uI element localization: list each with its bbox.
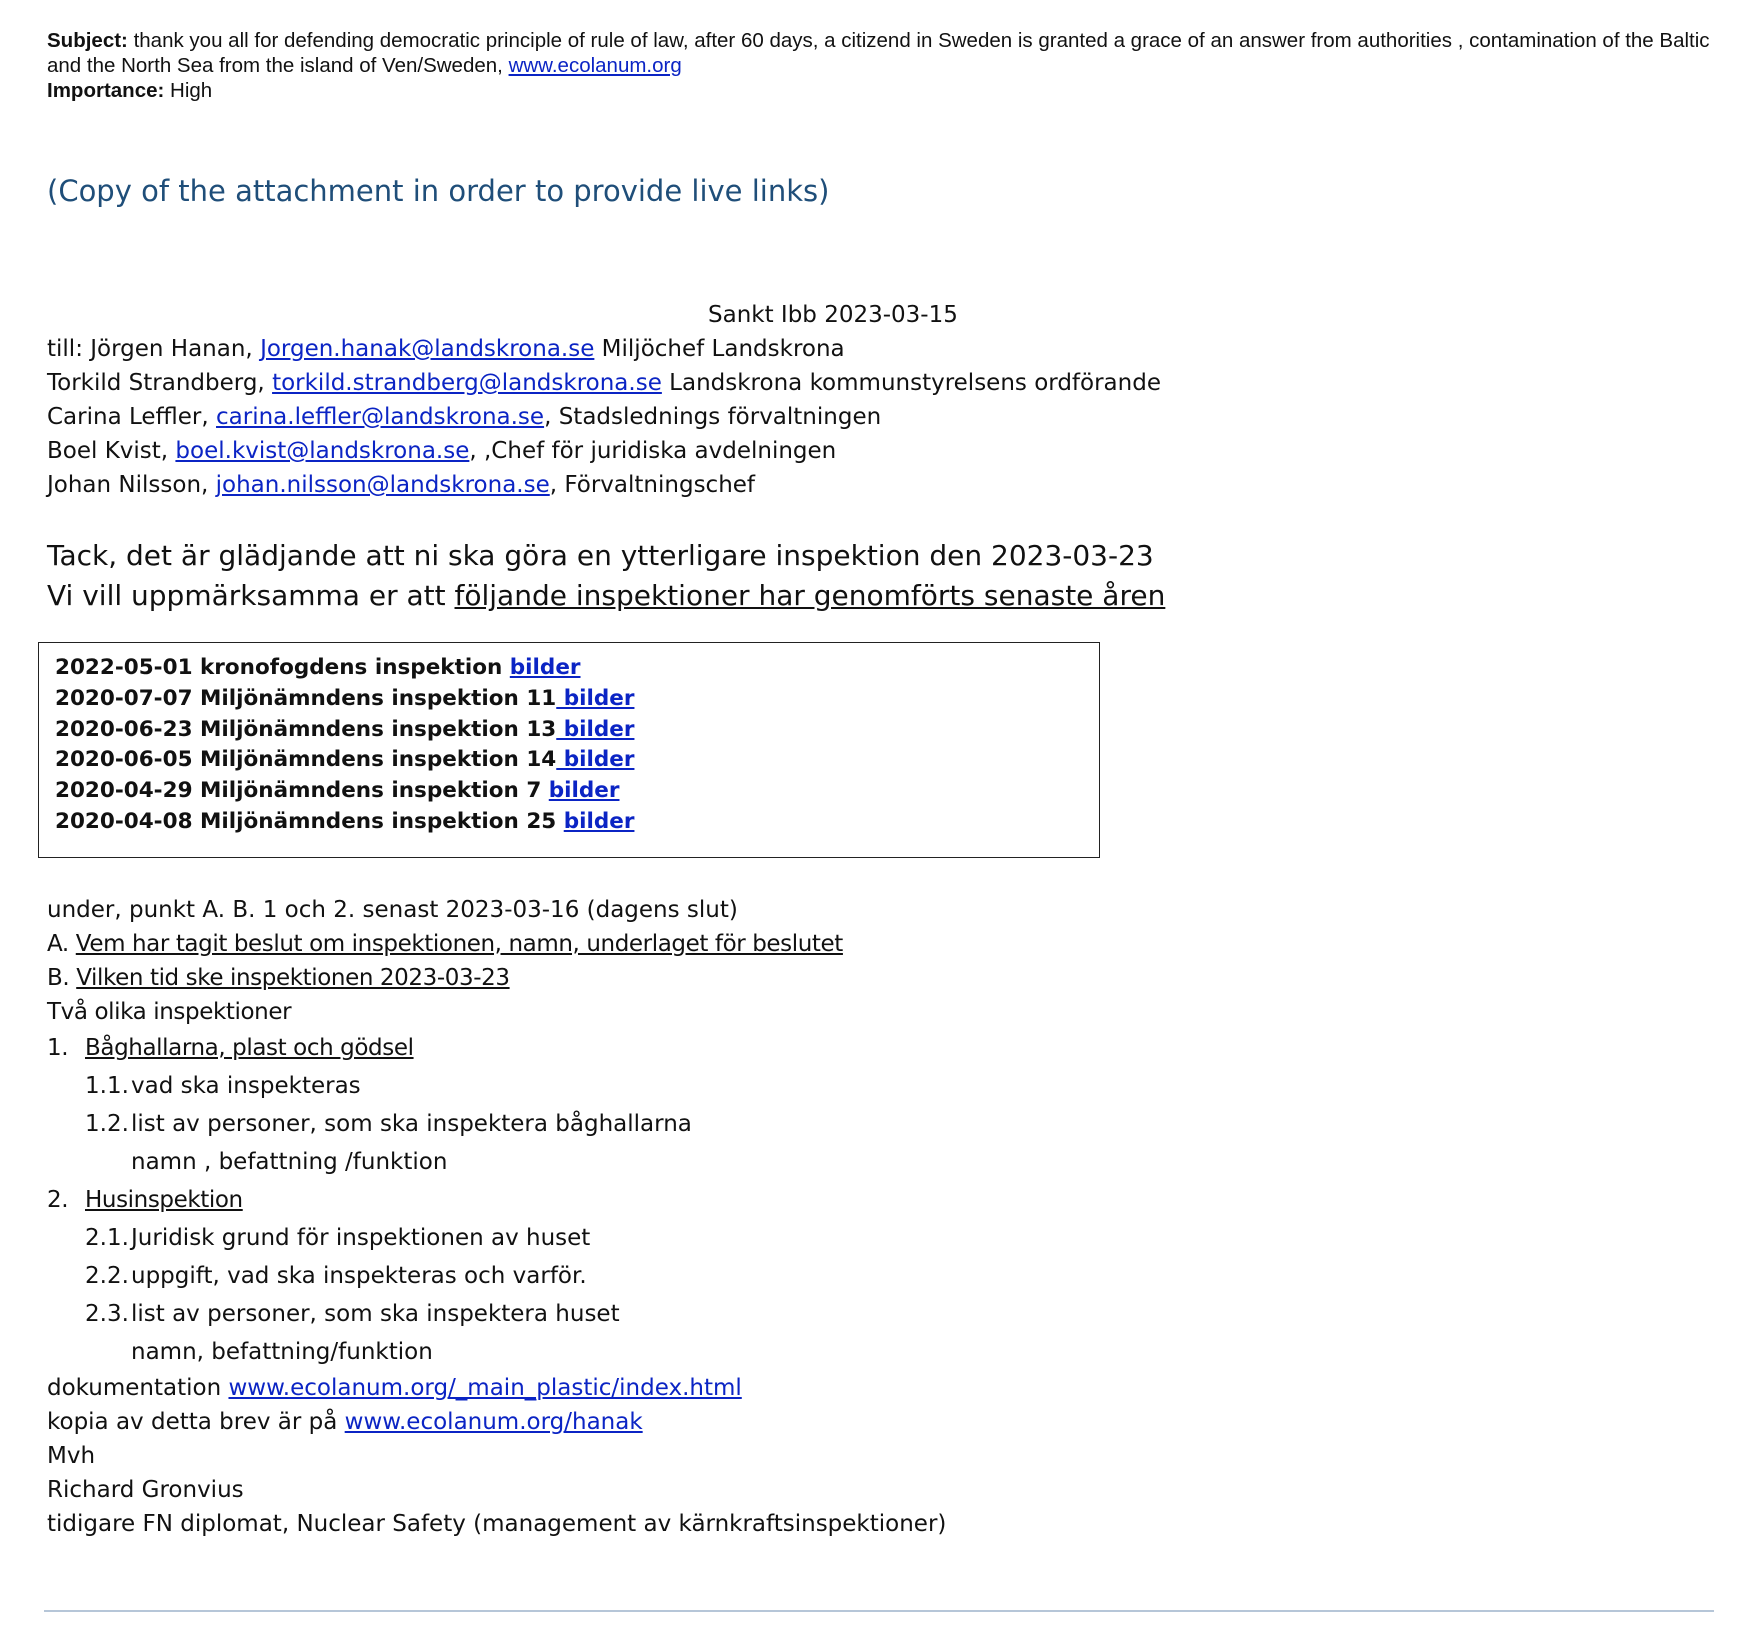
item-1-label: 1. (47, 1035, 69, 1061)
importance-value: High (170, 79, 213, 102)
notice-line (47, 576, 1165, 616)
recipient-name: Johan Nilsson, (47, 472, 216, 498)
inspection-text: 2020-04-29 Miljönämndens inspektion 7 (55, 778, 549, 804)
recipient-name: till: Jörgen Hanan, (47, 336, 261, 362)
recipient-row (47, 366, 1161, 400)
item-2-3-text: list av personer, som ska inspektera huset (131, 1301, 620, 1327)
closing: Mvh (47, 1443, 96, 1469)
recipient-role: Miljöchef Landskrona (594, 336, 845, 362)
recipient-name: Torkild Strandberg, (47, 370, 273, 396)
copy-link[interactable]: www.ecolanum.org/hanak (344, 1409, 643, 1435)
place-date: Sankt Ibb 2023-03-15 (708, 302, 958, 328)
inspection-row (55, 684, 1099, 715)
item-1-1-label: 1.1. (85, 1073, 129, 1099)
signature-name: Richard Gronvius (47, 1477, 244, 1503)
inspection-photos-link[interactable]: bilder (556, 716, 635, 742)
documentation-link[interactable]: www.ecolanum.org/_main_plastic/index.html (228, 1375, 742, 1401)
inspections-box (38, 642, 1100, 858)
documentation-line (47, 1371, 946, 1405)
thanks-paragraph (47, 536, 1165, 616)
copy-label: kopia av detta brev är på (47, 1409, 345, 1435)
item-2-2-text: uppgift, vad ska inspekteras och varför. (131, 1263, 587, 1289)
item-2-1-text: Juridisk grund för inspektionen av huset (131, 1225, 591, 1251)
item-1-2-detail: namn , befattning /funktion (131, 1149, 448, 1175)
recipient-email-link[interactable]: Jorgen.hanak@landskrona.se (260, 336, 595, 362)
item-2-title: Husinspektion (85, 1187, 243, 1213)
item-1-2-label: 1.2. (85, 1111, 129, 1137)
item-2-1 (47, 1219, 946, 1257)
subject-link[interactable]: www.ecolanum.org (508, 54, 682, 77)
inspection-photos-link[interactable]: bilder (563, 808, 635, 834)
recipient-name: Carina Leffler, (47, 404, 217, 430)
point-a-label: A. (47, 931, 76, 957)
point-b (47, 961, 946, 995)
item-1 (47, 1029, 946, 1067)
recipient-row (47, 400, 1161, 434)
copy-line (47, 1405, 946, 1439)
item-2-3-label: 2.3. (85, 1301, 129, 1327)
recipient-row (47, 468, 1161, 502)
under-line: under, punkt A. B. 1 och 2. senast 2023-03-16 (dagens slut) (47, 897, 738, 923)
item-2-2-label: 2.2. (85, 1263, 129, 1289)
inspection-text: 2020-06-23 Miljönämndens inspektion 13 (55, 716, 557, 742)
recipient-list (47, 332, 1161, 502)
item-1-2 (47, 1105, 946, 1143)
item-1-1 (47, 1067, 946, 1105)
copy-note: (Copy of the attachment in order to provide live links) (47, 174, 830, 208)
inspection-row (55, 776, 1099, 807)
inspection-text: 2020-06-05 Miljönämndens inspektion 14 (55, 747, 557, 773)
recipient-email-link[interactable]: boel.kvist@landskrona.se (175, 438, 470, 464)
item-2-2 (47, 1257, 946, 1295)
item-1-1-text: vad ska inspekteras (131, 1073, 361, 1099)
subject-text: thank you all for defending democratic principle of rule of law, after 60 days, a citizend in Sweden is granted a grace of an answer from authorities , contamination of the Baltic and the North Sea from the island of Ven/Sweden, (47, 29, 1710, 77)
inspection-text: 2022-05-01 kronofogdens inspektion (55, 655, 510, 680)
inspection-row (55, 807, 1099, 838)
item-2-3-detail: namn, befattning/funktion (131, 1339, 433, 1365)
footer-divider (44, 1610, 1714, 1612)
inspection-row (55, 715, 1099, 746)
point-a-text: Vem har tagit beslut om inspektionen, namn, underlaget för beslutet (75, 931, 843, 957)
notice-underlined: följande inspektioner har genomförts senaste åren (454, 579, 1166, 612)
recipient-email-link[interactable]: johan.nilsson@landskrona.se (215, 472, 550, 498)
item-2-1-label: 2.1. (85, 1225, 129, 1251)
recipient-role: , Förvaltningschef (549, 472, 756, 498)
signature-title: tidigare FN diplomat, Nuclear Safety (management av kärnkraftsinspektioner) (47, 1511, 947, 1537)
inspection-text: 2020-04-08 Miljönämndens inspektion 25 (55, 808, 564, 834)
inspection-photos-link[interactable]: bilder (548, 778, 620, 804)
subject-label: Subject: (47, 29, 128, 52)
item-1-title: Båghallarna, plast och gödsel (85, 1035, 414, 1061)
inspection-photos-link[interactable]: bilder (556, 685, 635, 711)
recipient-role: , ,Chef för juridiska avdelningen (469, 438, 837, 464)
notice-prefix: Vi vill uppmärksamma er att (47, 579, 455, 612)
item-1-2-text: list av personer, som ska inspektera båghallarna (131, 1111, 692, 1137)
inspection-row (55, 745, 1099, 776)
point-a (47, 927, 946, 961)
email-header (47, 28, 1717, 103)
inspection-photos-link[interactable]: bilder (556, 747, 635, 773)
recipient-role: Landskrona kommunstyrelsens ordförande (661, 370, 1161, 396)
point-b-text: Vilken tid ske inspektionen 2023-03-23 (76, 965, 510, 991)
inspection-text: 2020-07-07 Miljönämndens inspektion 11 (55, 685, 557, 711)
recipient-name: Boel Kvist, (47, 438, 176, 464)
item-2 (47, 1181, 946, 1219)
recipient-row (47, 434, 1161, 468)
inspection-row (55, 653, 1099, 684)
letter-body (47, 893, 946, 1541)
item-2-3 (47, 1295, 946, 1333)
importance-label: Importance: (47, 79, 165, 102)
point-b-label: B. (47, 965, 77, 991)
recipient-email-link[interactable]: carina.leffler@landskrona.se (216, 404, 545, 430)
recipient-email-link[interactable]: torkild.strandberg@landskrona.se (272, 370, 662, 396)
recipient-role: , Stadslednings förvaltningen (544, 404, 882, 430)
thanks-line: Tack, det är glädjande att ni ska göra en ytterligare inspektion den 2023-03-23 (47, 539, 1154, 572)
documentation-label: dokumentation (47, 1375, 229, 1401)
inspection-photos-link[interactable]: bilder (509, 655, 581, 680)
recipient-row (47, 332, 1161, 366)
item-2-label: 2. (47, 1187, 69, 1213)
two-inspections-line: Två olika inspektioner (47, 999, 292, 1025)
